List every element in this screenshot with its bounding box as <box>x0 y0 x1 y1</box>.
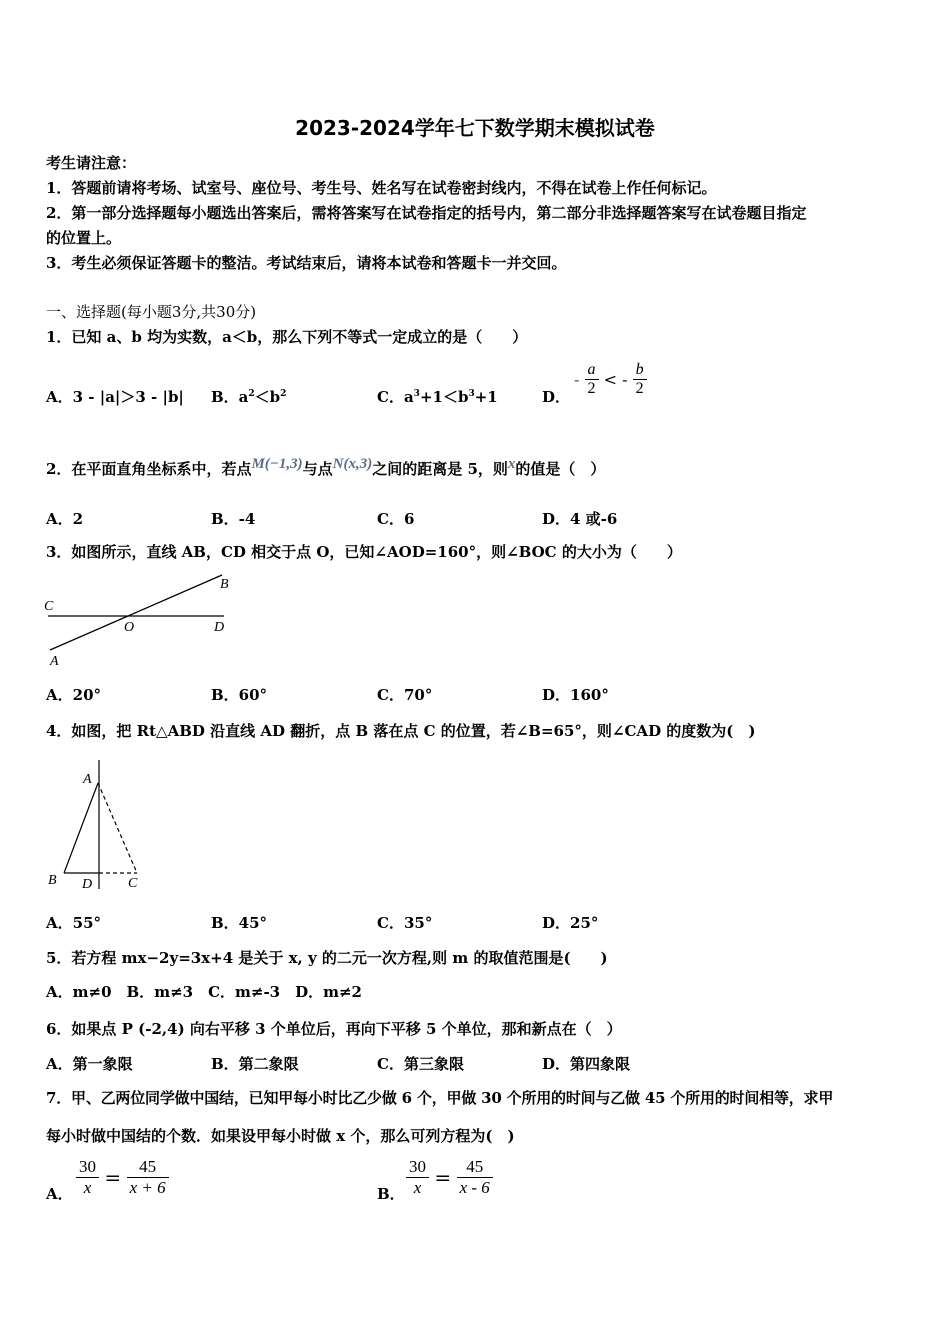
q6-option-c: C．第三象限 <box>377 1055 464 1073</box>
q7-option-a-label: A． <box>46 1185 73 1203</box>
q7-option-b-label: B． <box>377 1185 405 1203</box>
q3-option-b: B．60° <box>211 686 268 704</box>
label-d: D <box>82 877 93 892</box>
q7-stem-line-2: 每小时做中国结的个数．如果设甲每小时做 x 个，那么可列方程为( ) <box>46 1127 515 1145</box>
q1-stem: 1．已知 a、b 均为实数，a＜b，那么下列不等式一定成立的是（ ） <box>46 328 528 346</box>
notice-line-2a: 2．第一部分选择题每小题选出答案后，需将答案写在试卷指定的括号内，第二部分非选择题答案写在试卷题目指定 <box>46 204 807 222</box>
label-o: O <box>124 620 135 635</box>
q4-figure <box>40 755 160 895</box>
q4-option-b: B．45° <box>211 914 268 932</box>
q1-option-c: C．$a^3+1<b^3+1$ <box>377 388 498 406</box>
q6-option-a: A．第一象限 <box>46 1055 133 1073</box>
q3-figure <box>40 570 240 670</box>
notice-heading: 考生请注意： <box>46 154 137 172</box>
notice-line-3: 3．考生必须保证答题卡的整洁。考试结束后，请将本试卷和答题卡一并交回。 <box>46 254 567 272</box>
q7-option-a-equation: $\frac{30}{x}$ = $\frac{45}{x + 6}$ <box>76 1157 169 1198</box>
q2-option-d: D．4 或-6 <box>542 510 618 528</box>
label-b: B <box>48 873 57 888</box>
q3-stem: 3．如图所示，直线 AB，CD 相交于点 O，已知∠AOD=160°，则∠BOC 的大小为（ ） <box>46 543 682 561</box>
notice-line-2b: 的位置上。 <box>46 229 122 247</box>
q5-stem: 5．若方程 mx−2y=3x+4 是关于 x, y 的二元一次方程,则 m 的取值范围是( ) <box>46 949 608 967</box>
q6-option-b: B．第二象限 <box>211 1055 299 1073</box>
label-c: C <box>44 599 54 614</box>
q4-option-d: D．25° <box>542 914 599 932</box>
line-ab <box>64 783 98 873</box>
label-a: A <box>83 772 92 787</box>
q2-stem: 2．在平面直角坐标系中，若点M(−1,3)与点N(x,3)之间的距离是 5，则x的值是（ ） <box>46 456 606 478</box>
q7-option-b-equation: $\frac{30}{x}$ = $\frac{45}{x - 6}$ <box>406 1157 493 1198</box>
q1-option-a: A．3 - |a|＞3 - |b| <box>46 388 184 406</box>
q3-option-d: D．160° <box>542 686 609 704</box>
q6-option-d: D．第四象限 <box>542 1055 631 1073</box>
q3-option-c: C．70° <box>377 686 433 704</box>
line-ab <box>50 575 225 650</box>
q5-options: A．m≠0 B．m≠3 C．m≠-3 D．m≠2 <box>46 983 362 1001</box>
q7-stem-line-1: 7．甲、乙两位同学做中国结，已知甲每小时比乙少做 6 个，甲做 30 个所用的时间与乙做 45 个所用的时间相等，求甲 <box>46 1089 834 1107</box>
q2-option-a: A．2 <box>46 510 84 528</box>
q3-option-a: A．20° <box>46 686 102 704</box>
page-title: 2023-2024学年七下数学期末模拟试卷 <box>295 116 655 140</box>
q4-option-a: A．55° <box>46 914 102 932</box>
q1-option-b: B．$a^2<b^2$ <box>211 388 287 406</box>
q4-option-c: C．35° <box>377 914 433 932</box>
q1-option-d-label: D． <box>542 388 571 406</box>
q6-stem: 6．如果点 P (-2,4) 向右平移 3 个单位后，再向下平移 5 个单位，那和新点在（ ） <box>46 1020 622 1038</box>
section-heading: 一、选择题(每小题3分,共30分) <box>46 303 257 321</box>
label-c: C <box>128 876 138 891</box>
line-ac <box>98 783 137 873</box>
q4-stem: 4．如图，把 Rt△ABD 沿直线 AD 翻折，点 B 落在点 C 的位置，若∠B=65°，则∠CAD 的度数为( ) <box>46 722 756 740</box>
q2-option-c: C．6 <box>377 510 415 528</box>
label-a: A <box>50 654 59 669</box>
label-b: B <box>220 577 229 592</box>
notice-line-1: 1．答题前请将考场、试室号、座位号、考生号、姓名写在试卷密封线内，不得在试卷上作任何标记。 <box>46 179 717 197</box>
q2-option-b: B．-4 <box>211 510 256 528</box>
label-d: D <box>214 620 225 635</box>
q1-option-d-expression: - $\frac{a}{2}$ < - $\frac{b}{2}$ <box>574 361 647 398</box>
